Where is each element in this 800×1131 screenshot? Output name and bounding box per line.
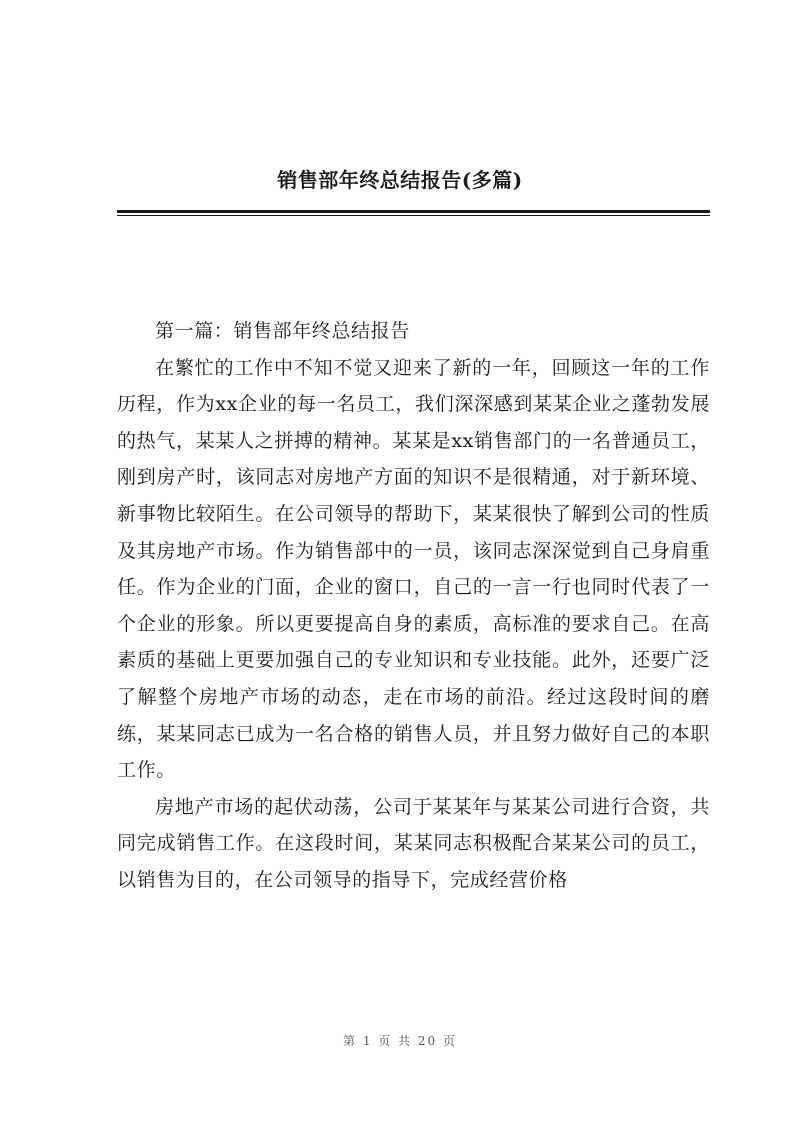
document-title: 销售部年终总结报告(多篇) xyxy=(277,168,523,192)
page-footer: 第 1 页 共 20 页 xyxy=(343,1034,457,1048)
title-rule-thick xyxy=(117,210,710,213)
paragraph-1: 在繁忙的工作中不知不觉又迎来了新的一年，回顾这一年的工作历程，作为xx企业的每一名员工，我们深深感到某某企业之蓬勃发展的热气，某某人之拼搏的精神。某某是xx销售部门的一名普通员工，刚到房产时，该同志对房地产方面的知识不是很精通，对于新环境、新事物比较陌生。在公司领导的帮助下，某某很快了解到公司的性质及其房地产市场。作为销售部中的一员，该同志深深觉到自己身肩重任。作为企业的门面，企业的窗口，自己的一言一行也同时代表了一个企业的形象。所以更要提高自身的素质，高标准的要求自己。在高素质的基础上更要加强自己的专业知识和专业技能。此外，还要广泛了解整个房地产市场的动态，走在市场的前沿。经过这段时间的磨练，某某同志已成为一名合格的销售人员，并且努力做好自己的本职工作。 xyxy=(117,356,710,782)
document-body xyxy=(117,313,710,899)
title-rule-thin xyxy=(117,215,710,216)
paragraph-2: 房地产市场的起伏动荡，公司于某某年与某某公司进行合资，共同完成销售工作。在这段时间，某某同志积极配合某某公司的员工，以销售为目的，在公司领导的指导下，完成经营价格 xyxy=(117,795,710,891)
section-heading: 第一篇：销售部年终总结报告 xyxy=(155,320,410,342)
